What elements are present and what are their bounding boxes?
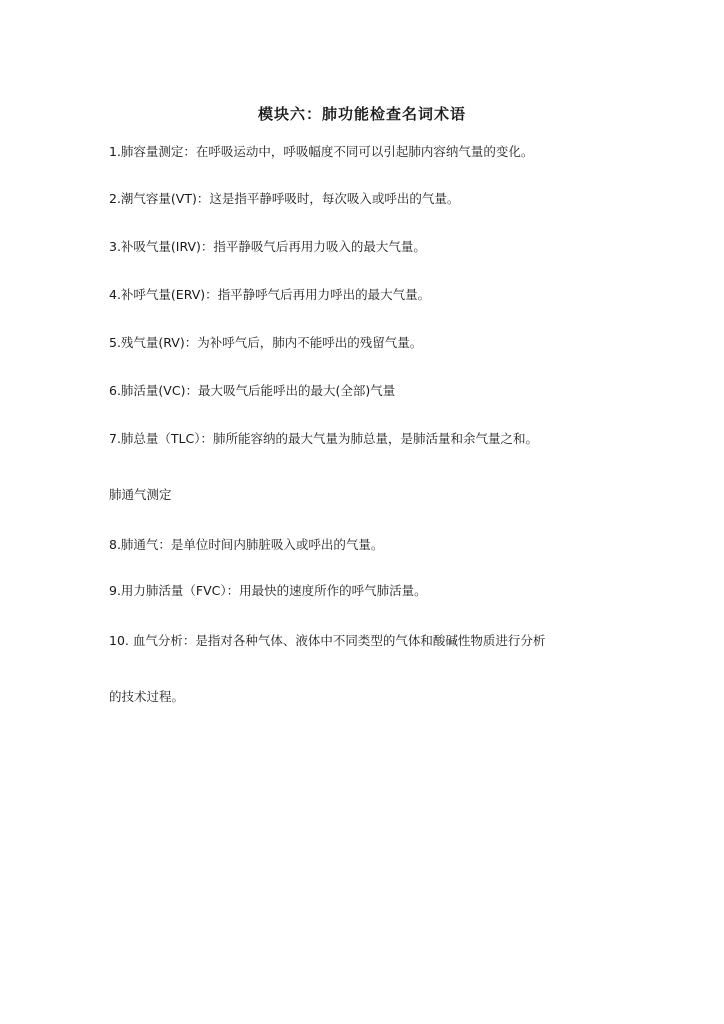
term-residual-volume: 5.残气量(RV)：为补呼气后，肺内不能呼出的残留气量。: [109, 335, 423, 350]
term-tidal-volume: 2.潮气容量(VT)：这是指平静呼吸时，每次吸入或呼出的气量。: [109, 191, 460, 206]
term-inspiratory-reserve-volume: 3.补吸气量(IRV)：指平静吸气后再用力吸入的最大气量。: [109, 239, 426, 254]
term-lung-volume-measurement: 1.肺容量测定：在呼吸运动中，呼吸幅度不同可以引起肺内容纳气量的变化。: [109, 144, 534, 159]
term-expiratory-reserve-volume: 4.补呼气量(ERV)：指平静呼气后再用力呼出的最大气量。: [109, 287, 431, 302]
term-total-lung-capacity: 7.肺总量（TLC）：肺所能容纳的最大气量为肺总量，是肺活量和余气量之和。: [109, 431, 539, 446]
term-pulmonary-ventilation: 8.肺通气：是单位时间内肺脏吸入或呼出的气量。: [109, 537, 384, 552]
term-vital-capacity: 6.肺活量(VC)：最大吸气后能呼出的最大(全部)气量: [109, 383, 396, 398]
term-blood-gas-analysis: 10. 血气分析：是指对各种气体、液体中不同类型的气体和酸碱性物质进行分析: [109, 633, 546, 648]
section-heading-ventilation: 肺通气测定: [109, 487, 172, 502]
page-title: 模块六：肺功能检查名词术语: [257, 105, 466, 123]
term-blood-gas-analysis-continued: 的技术过程。: [109, 689, 185, 704]
term-forced-vital-capacity: 9.用力肺活量（FVC）：用最快的速度所作的呼气肺活量。: [109, 583, 427, 598]
